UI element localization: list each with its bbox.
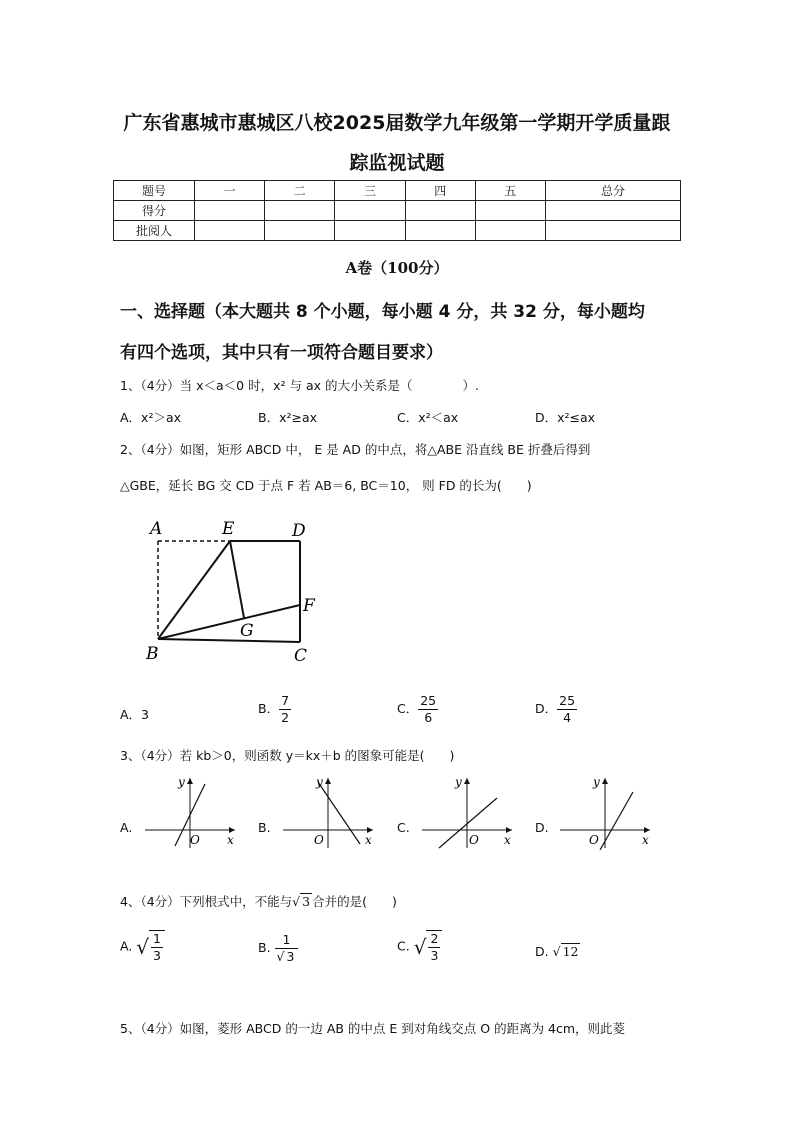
q1-option-d[interactable]: D．x²≤ax — [535, 410, 596, 425]
numerator: 1 — [153, 931, 161, 946]
y-label: y — [455, 775, 462, 789]
q4-stem-pre: 4、（4分）下列根式中，不能与 — [120, 894, 293, 909]
label-g: G — [240, 621, 254, 641]
denominator: 2 — [281, 710, 290, 725]
rectangle-fold-figure — [140, 512, 330, 667]
volume-label: A卷（100分） — [345, 259, 449, 277]
x-label: x — [227, 833, 234, 847]
y-label: y — [316, 775, 323, 789]
table-cell: 三 — [335, 181, 405, 201]
score-input-cell[interactable] — [475, 201, 545, 221]
q2-option-a[interactable]: A．3 — [120, 707, 150, 722]
fraction — [279, 693, 291, 726]
fraction — [426, 930, 442, 964]
denominator: 3 — [153, 948, 161, 963]
score-input-cell[interactable] — [475, 221, 545, 241]
q4-option-a-letter: A. — [120, 938, 133, 954]
y-arrow-icon — [602, 778, 608, 784]
question-1-stem: 1、（4分）当 x＜a＜0 时，x² 与 ax 的大小关系是（ ）. — [120, 378, 479, 393]
y-arrow-icon — [187, 778, 193, 784]
title-line-2: 踪监视试题 — [349, 152, 445, 174]
q4-option-c[interactable]: C. √ $\frac{2}{3}$ — [397, 930, 442, 964]
score-input-cell[interactable] — [335, 221, 405, 241]
q2-option-c-letter: C． — [397, 701, 419, 716]
label-d: D — [292, 521, 306, 541]
table-cell: 得分 — [114, 201, 195, 221]
q3-option-d[interactable]: D. — [535, 820, 549, 835]
q4-option-d[interactable]: D. √ 12 — [535, 944, 579, 959]
origin-label: O — [589, 833, 599, 847]
numerator: 2 — [430, 931, 439, 946]
y-label: y — [178, 775, 185, 789]
fraction — [149, 930, 165, 964]
origin-label: O — [469, 833, 479, 847]
q2-option-d-letter: D． — [535, 701, 558, 716]
q4-option-b[interactable] — [258, 932, 298, 965]
segment-bc — [158, 639, 300, 642]
denominator: 4 — [563, 710, 572, 725]
q2-option-b[interactable] — [258, 693, 291, 726]
denominator: 6 — [424, 710, 433, 725]
q2-option-d[interactable] — [535, 693, 577, 726]
numerator: 7 — [281, 693, 290, 708]
q4-option-a[interactable]: A. √ $\frac{1}{3}$ — [120, 930, 165, 964]
q4-stem-post: 合并的是( ) — [312, 894, 397, 909]
score-input-cell[interactable] — [195, 201, 265, 221]
denominator: 3 — [430, 948, 439, 963]
question-5-stem: 5、（4分）如图，菱形 ABCD 的一边 AB 的中点 E 到对角线交点 O 的距离为 4cm，则此菱 — [120, 1021, 626, 1036]
y-arrow-icon — [325, 778, 331, 784]
numerator: 25 — [559, 693, 576, 708]
fraction — [275, 932, 299, 965]
q3-graph-c — [417, 770, 517, 850]
score-input-cell[interactable] — [405, 221, 475, 241]
q1-option-b[interactable]: B．x²≥ax — [258, 410, 318, 425]
fraction — [557, 693, 577, 726]
x-label: x — [365, 833, 372, 847]
q3-option-c[interactable]: C. — [397, 820, 410, 835]
score-input-cell[interactable] — [546, 221, 681, 241]
q2-option-c[interactable] — [397, 693, 438, 726]
numerator: 25 — [420, 693, 437, 708]
question-4-stem: 4、（4分）下列根式中，不能与√ 3 合并的是( ) — [120, 894, 397, 909]
segment-eg — [230, 541, 244, 618]
table-cell: 批阅人 — [114, 221, 195, 241]
q1-option-a[interactable]: A．x²＞ax — [120, 410, 182, 425]
q4-stem-radicand: 3 — [302, 894, 311, 909]
score-input-cell[interactable] — [546, 201, 681, 221]
label-b: B — [146, 644, 159, 664]
y-label: y — [593, 775, 600, 789]
q3-graph-a — [140, 770, 240, 850]
table-cell: 一 — [195, 181, 265, 201]
x-label: x — [504, 833, 511, 847]
score-input-cell[interactable] — [335, 201, 405, 221]
score-input-cell[interactable] — [195, 221, 265, 241]
section-heading-line-1: 一、选择题（本大题共 8 个小题，每小题 4 分，共 32 分，每小题均 — [120, 302, 645, 322]
label-e: E — [222, 519, 235, 539]
q3-option-b[interactable]: B. — [258, 820, 271, 835]
label-f: F — [303, 596, 315, 616]
q4-option-c-letter: C. — [397, 938, 410, 954]
score-input-cell[interactable] — [265, 221, 335, 241]
question-2-line-2: △GBE，延长 BG 交 CD 于点 F 若 AB＝6, BC＝10， 则 FD 的长为( ) — [120, 478, 532, 493]
table-cell: 四 — [405, 181, 475, 201]
table-cell: 总分 — [546, 181, 681, 201]
y-arrow-icon — [464, 778, 470, 784]
graph-line — [318, 782, 360, 844]
q4-option-b-letter: B. — [258, 940, 271, 955]
section-heading-line-2: 有四个选项，其中只有一项符合题目要求） — [120, 343, 443, 363]
q4-option-d-letter: D. — [535, 944, 549, 959]
denominator: √ 3 — [276, 949, 295, 964]
x-label: x — [642, 833, 649, 847]
table-row — [114, 221, 681, 241]
q1-option-c[interactable]: C．x²＜ax — [397, 410, 459, 425]
q2-option-b-letter: B． — [258, 701, 280, 716]
score-input-cell[interactable] — [405, 201, 475, 221]
label-a: A — [150, 519, 163, 539]
fraction — [418, 693, 438, 726]
table-cell: 二 — [265, 181, 335, 201]
score-table — [113, 180, 681, 241]
question-3-stem: 3、（4分）若 kb＞0，则函数 y＝kx＋b 的图象可能是( ) — [120, 748, 455, 763]
origin-label: O — [190, 833, 200, 847]
origin-label: O — [314, 833, 324, 847]
q3-graph-b — [278, 770, 378, 850]
score-table-header — [114, 181, 681, 201]
radicand: 12 — [562, 944, 579, 959]
q3-graph-d — [555, 770, 655, 850]
numerator: 1 — [275, 932, 299, 949]
table-cell: 五 — [475, 181, 545, 201]
table-cell: 题号 — [114, 181, 195, 201]
title-line-1: 广东省惠城市惠城区八校2025届数学九年级第一学期开学质量跟 — [123, 112, 671, 134]
graph-line — [439, 798, 497, 848]
radicand: 3 — [286, 949, 295, 964]
score-input-cell[interactable] — [265, 201, 335, 221]
table-row — [114, 201, 681, 221]
question-2-line-1: 2、（4分）如图，矩形 ABCD 中， E 是 AD 的中点，将△ABE 沿直线 BE 折叠后得到 — [120, 442, 591, 457]
label-c: C — [294, 646, 308, 666]
q3-option-a[interactable]: A. — [120, 820, 133, 835]
